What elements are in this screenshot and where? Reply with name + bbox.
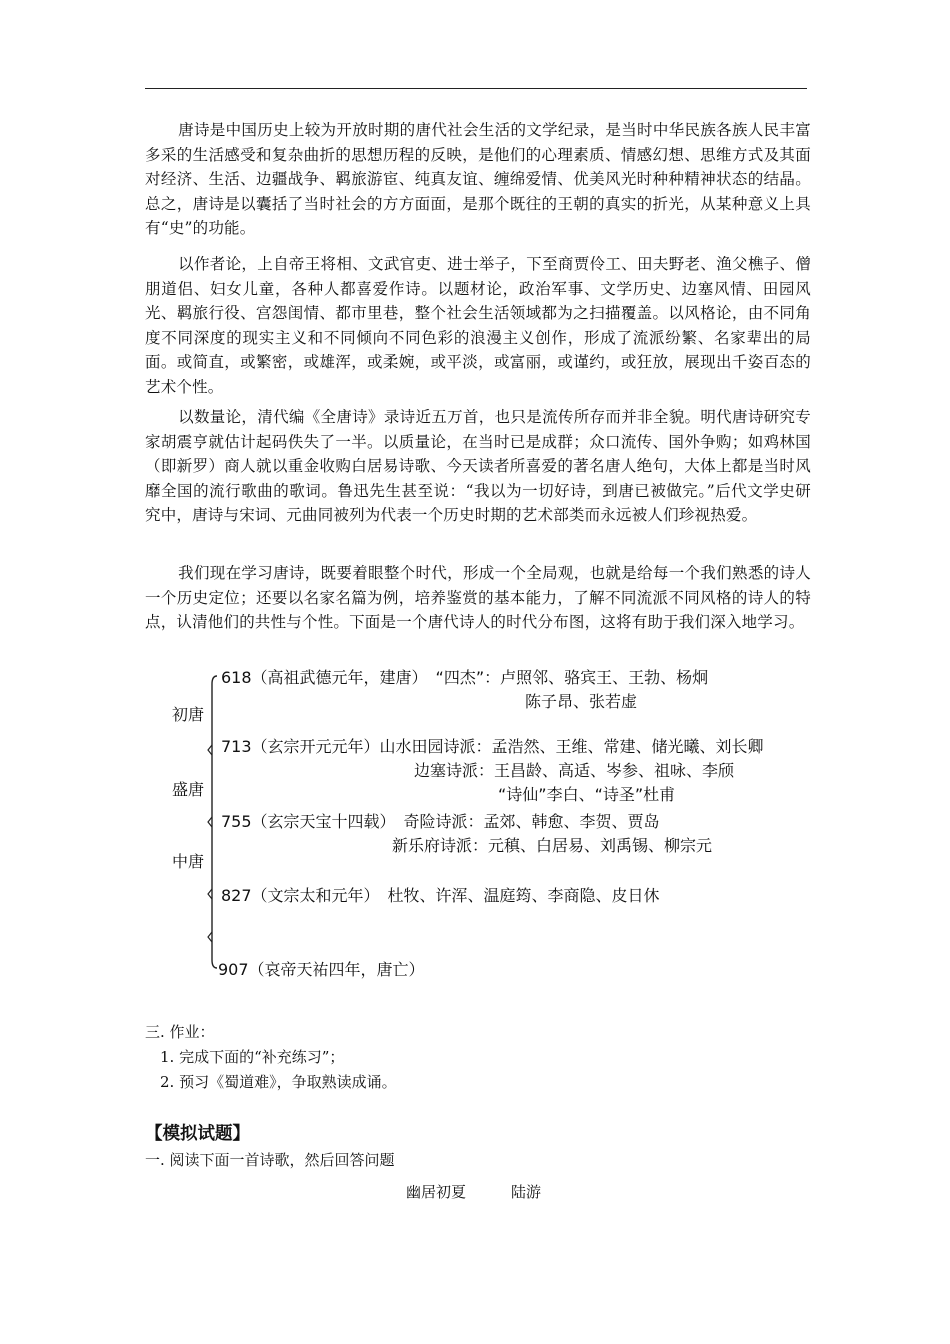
timeline-line-618: 618（高祖武德元年，建唐） “四杰”：卢照邻、骆宾王、王勃、杨炯	[221, 668, 709, 687]
timeline-line-755: 755（玄宗天宝十四载） 奇险诗派：孟郊、韩愈、李贺、贾岛	[221, 812, 660, 831]
timeline-line-new-yuefu: 新乐府诗派：元稹、白居易、刘禹锡、柳宗元	[392, 836, 713, 855]
homework-item-1: 1. 完成下面的“补充练习”；	[160, 1048, 345, 1066]
timeline-line-907: 907（哀帝天祐四年，唐亡）	[218, 960, 425, 979]
era-high-tang: 盛唐	[172, 780, 205, 799]
paragraph-4-text: 我们现在学习唐诗，既要着眼整个时代，形成一个全局观，也就是给每一个我们熟悉的诗人一个历史定位；还要以名家名篇为例，培养鉴赏的基本能力，了解不同流派不同风格的诗人的特点，认清他们的共性与个性。下面是一个唐代诗人的时代分布图，这将有助于我们深入地学习。	[145, 564, 811, 631]
paragraph-2-text: 以作者论，上自帝王将相、文武官吏、进士举子，下至商贾伶工、田夫野老、渔父樵子、僧朋道侣、妇女儿童，各种人都喜爱作诗。以题材论，政治军事、文学历史、边塞风情、田园风光、羁旅行役、宫怨闺情、都市里巷，整个社会生活领域都为之扫描覆盖。以风格论，由不同角度不同深度的现实主义和不同倾向不同色彩的浪漫主义创作，形成了流派纷繁、名家辈出的局面。或简直，或繁密，或雄浑，或柔婉，或平淡，或富丽，或谨约，或狂放，展现出千姿百态的艺术个性。	[145, 255, 811, 396]
timeline-line-618-cont: 陈子昂、张若虚	[525, 692, 638, 711]
poem-title: 幽居初夏	[406, 1183, 467, 1201]
timeline-line-libai-dufu: “诗仙”李白、“诗圣”杜甫	[498, 785, 676, 804]
era-early-tang: 初唐	[172, 705, 205, 724]
mock-question-1: 一. 阅读下面一首诗歌，然后回答问题	[145, 1151, 395, 1169]
homework-item-2: 2. 预习《蜀道难》，争取熟读成诵。	[160, 1073, 397, 1091]
timeline-line-frontier: 边塞诗派：王昌龄、高适、岑参、祖咏、李颀	[414, 761, 735, 780]
mock-exam-title: 【模拟试题】	[145, 1124, 250, 1144]
paragraph-3-text: 以数量论，清代编《全唐诗》录诗近五万首，也只是流传所存而并非全貌。明代唐诗研究专家胡震亨就估计起码佚失了一半。以质量论，在当时已是成群；众口流传、国外争购；如鸡林国（即新罗）商人就以重金收购白居易诗歌、今天读者所喜爱的著名唐人绝句，大体上都是当时风靡全国的流行歌曲的歌词。鲁迅先生甚至说：“我以为一切好诗，到唐已被做完。”后代文学史研究中，唐诗与宋词、元曲同被列为代表一个历史时期的艺术部类而永远被人们珍视热爱。	[145, 408, 811, 524]
paragraph-1-text: 唐诗是中国历史上较为开放时期的唐代社会生活的文学纪录，是当时中华民族各族人民丰富多采的生活感受和复杂曲折的思想历程的反映，是他们的心理素质、情感幻想、思维方式及其面对经济、生活、边疆战争、羁旅游宦、纯真友谊、缠绵爱情、优美风光时种种精神状态的结晶。总之，唐诗是以囊括了当时社会的方方面面，是那个既往的王朝的真实的折光，从某种意义上具有“史”的功能。	[145, 121, 811, 237]
era-mid-tang: 中唐	[172, 852, 205, 871]
poem-author: 陆游	[511, 1183, 542, 1201]
homework-heading: 三. 作业：	[145, 1023, 215, 1041]
timeline-line-827: 827（文宗太和元年） 杜牧、许浑、温庭筠、李商隐、皮日休	[221, 886, 660, 905]
timeline-line-713: 713（玄宗开元元年）山水田园诗派：孟浩然、王维、常建、储光曦、刘长卿	[221, 737, 764, 756]
